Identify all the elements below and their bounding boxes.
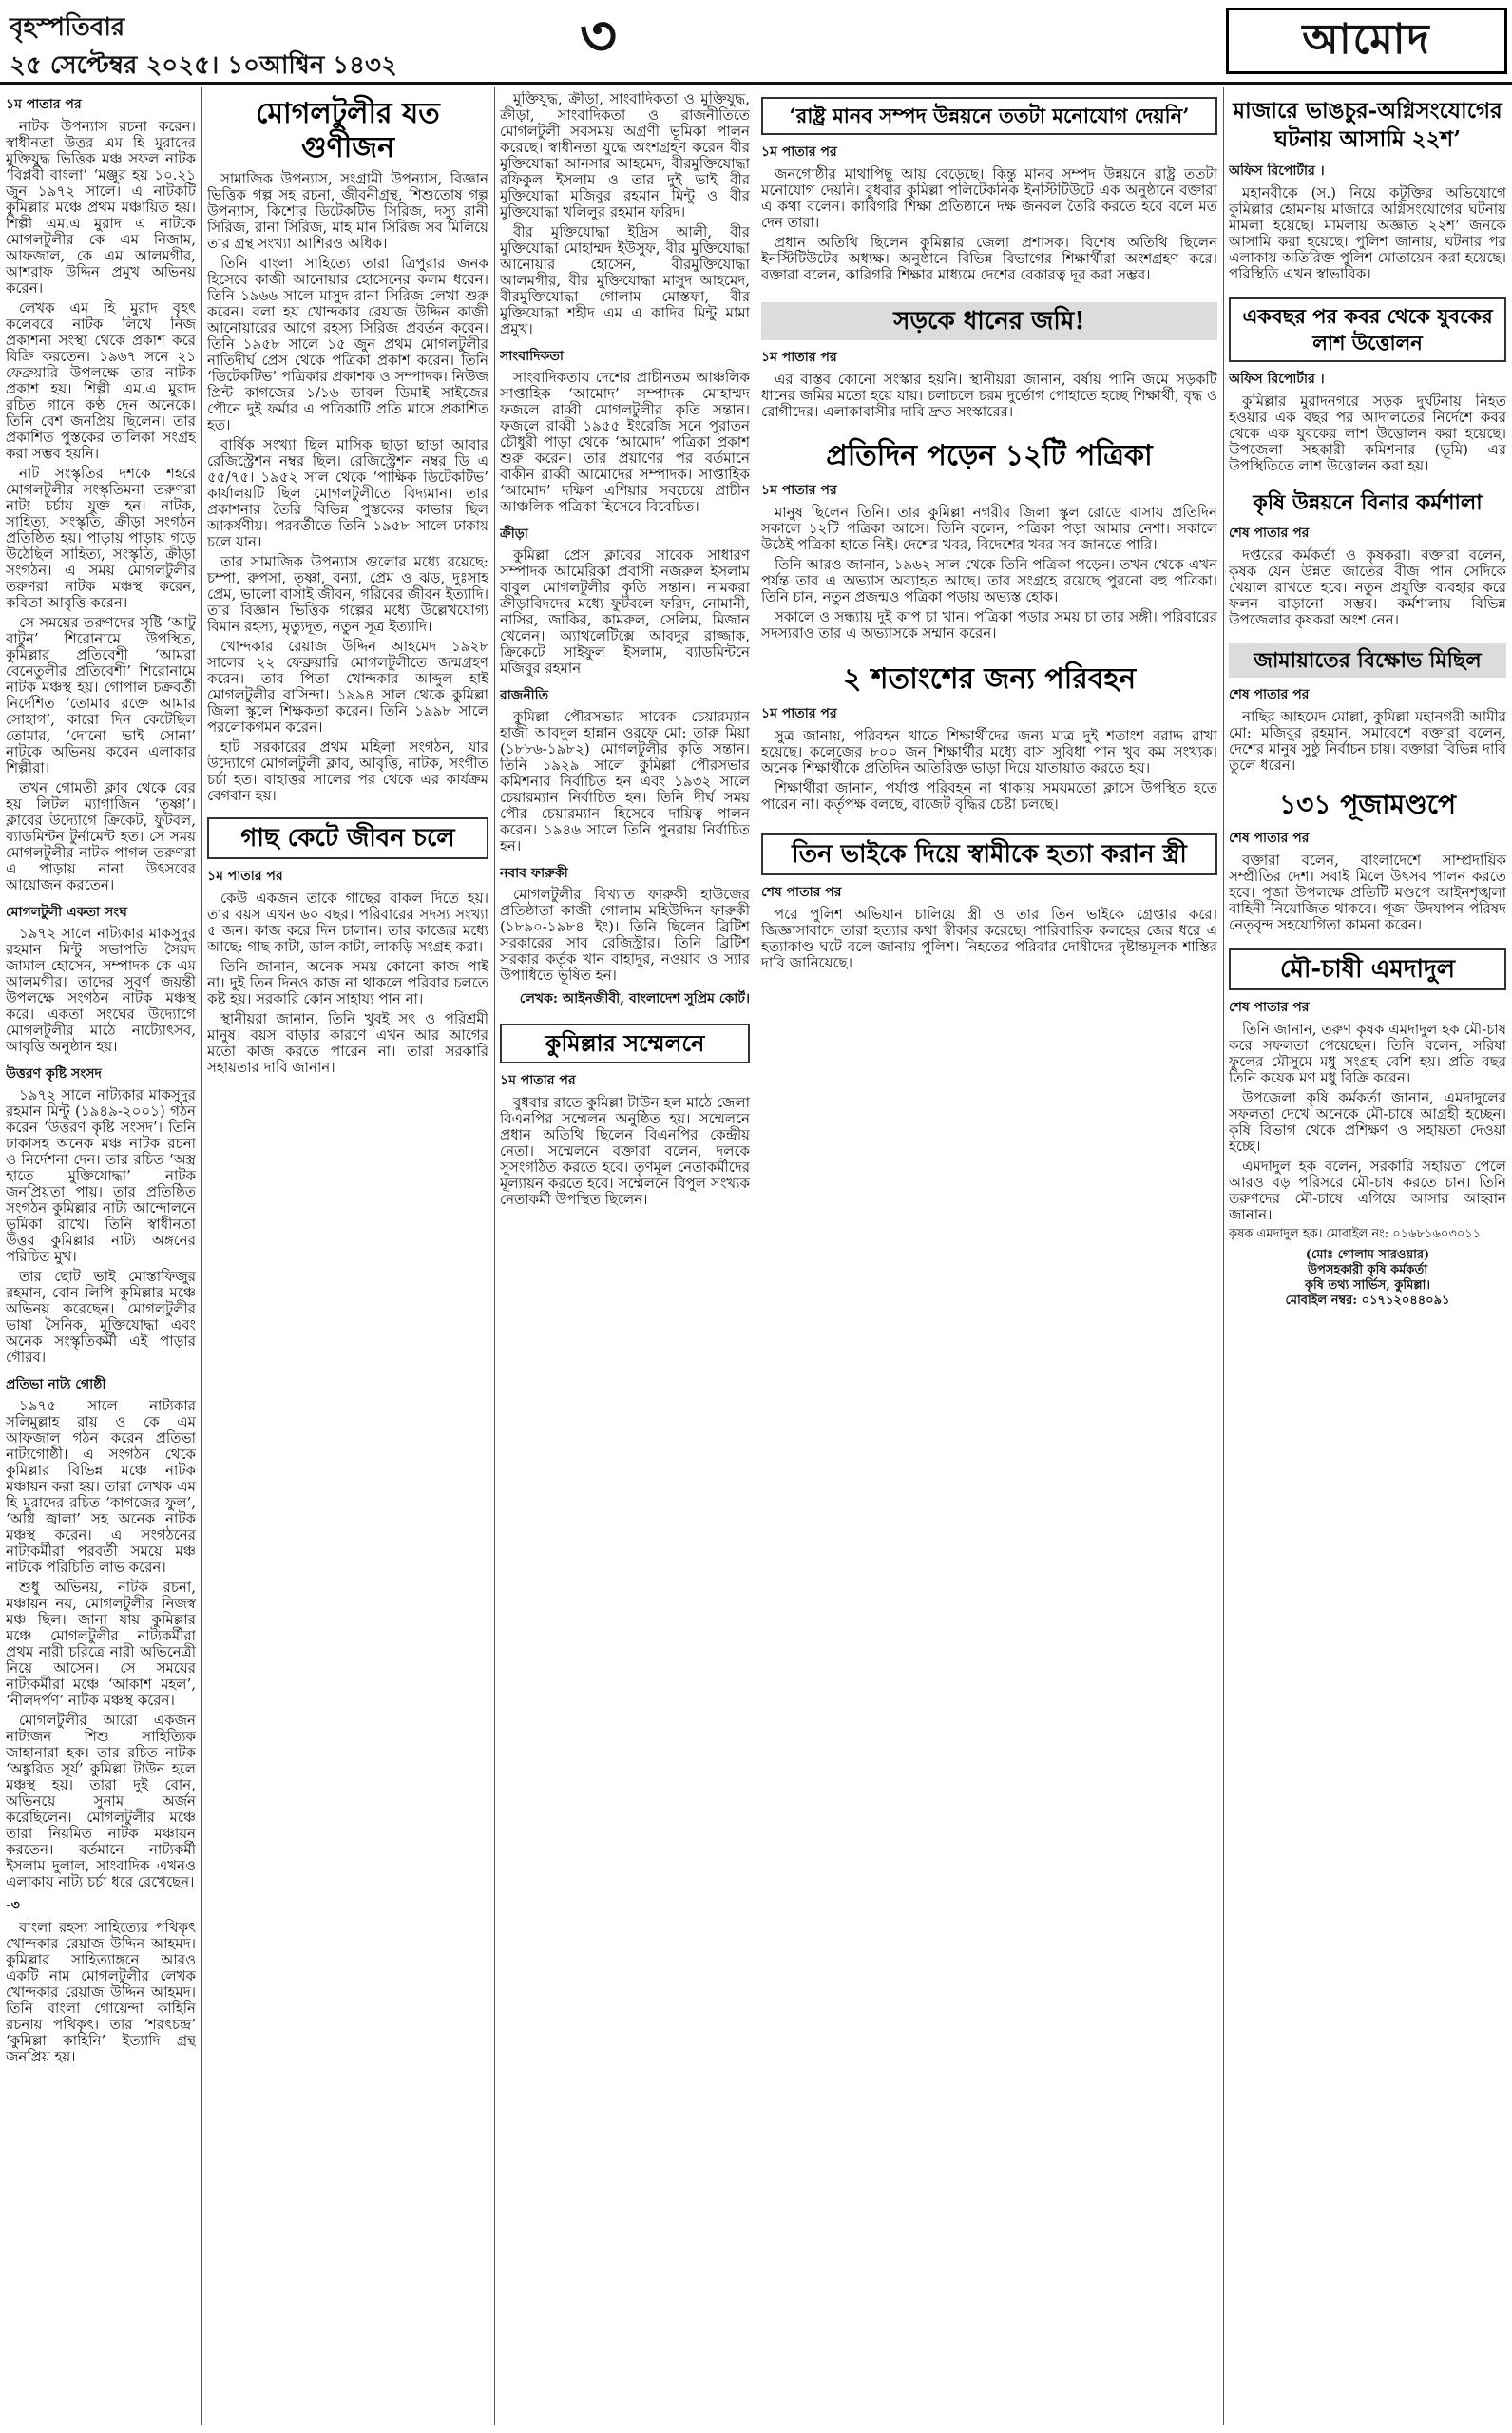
masthead (0, 0, 1512, 87)
section-heading: রাজনীতি (500, 688, 549, 703)
paragraph: সাংবাদিকতায় দেশের প্রাচীনতম আঞ্চলিক সাপ্তাহিক ‘আমোদ’ সম্পাদক মোহাম্মদ ফজলে রাব্বী মোগলটুলীর কৃতি সন্তান। ফজলে রাব্বী ১৯৫৫ ইংরেজি সনে পুরাতন চৌধুরী পাড়া থেকে ‘আমোদ’ পত্রিকা প্রকাশ শুরু করেন। তার প্রয়াণের পর বর্তমানে বাকীন রাব্বী আমোদের সম্পাদক। সাপ্তাহিক ‘আমোদ’ দক্ষিণ এশিয়ার সবচেয়ে প্রাচীন আঞ্চলিক পত্রিকা হিসেবে বিবেচিত। (500, 369, 750, 515)
paragraph: সামাজিক উপন্যাস, সংগ্রামী উপন্যাস, বিজ্ঞান ভিত্তিক গল্প সহ রচনা, জীবনীগ্রন্থ, শিশুতোষ গল্প উপন্যাস, কিশোর ডিটেকটিভ সিরিজ, দস্যু রানী সিরিজ, রানা সিরিজ, মাহ মান সিরিজ সব মিলিয়ে তার গ্রন্থ সংখ্যা আশিরও অধিক। (207, 170, 488, 252)
continuation-label: ১ম পাতার পর (761, 144, 837, 160)
paragraph: শিক্ষার্থীরা জানান, পর্যাপ্ত পরিবহন না থাকায় সময়মতো ক্লাসে উপস্থিত হতে পারেন না। কর্তৃপক্ষ বলছে, বাজেট বৃদ্ধির চেষ্টা চলছে। (761, 779, 1217, 813)
section-body (500, 709, 750, 854)
continuation-label: ১ম পাতার পর (761, 706, 837, 721)
paragraph: তিনি আরও জানান, ১৯৬২ সাল থেকে তিনি পত্রিকা পড়েন। তখন থেকে এখন পর্যন্ত তার এ অভ্যাস অব্যাহত আছে। তার সংগ্রহে রয়েছে পুরনো বহু পত্রিকা। তিনি চান, নতুন প্রজন্মও পত্রিকা পড়ায় অভ্যস্ত হোক। (761, 556, 1217, 605)
article-body (207, 171, 488, 804)
issue-date: ২৫ সেপ্টেম্বর ২০২৫। ১০আশ্বিন ১৪৩২ (10, 51, 397, 80)
paragraph: তিনি জানান, অনেক সময় কোনো কাজ পাই না। দুই তিন দিনও কাজ না থাকলে পরিবার চলতে কষ্ট হয়। সরকারি কোন সাহায্য পান না। (207, 958, 488, 1007)
column-divider (494, 87, 495, 2425)
column-divider (1223, 87, 1224, 2425)
paragraph: মোগলটুলীর বিখ্যাত ফারুকী হাউজের প্রতিষ্ঠাতা কাজী গোলাম মহিউদ্দিন ফারুকী (১৮৯০-১৯৮৪ ইং)। তিনি ছিলেন ব্রিটিশ সরকারের সাব রেজিস্ট্রার। তিনি ব্রিটিশ সরকার কর্তৃক খান বাহাদুর, নওয়াব ও স্যার উপাধিতে ভূষিত হন। (500, 886, 750, 984)
section-heading: উত্তরণ কৃষ্টি সংসদ (6, 1066, 102, 1082)
article-body (6, 119, 196, 893)
section-body (6, 1398, 196, 1576)
paragraph: কেউ একজন তাকে গাছের বাকল দিতে হয়। তার বয়স এখন ৬০ বছর। পরিবারের সদস্য সংখ্যা ৫ জন। কাজ করে দিন চালান। তার কাজের মধ্যে আছে: গাছ কাটা, ডাল কাটা, লাকড়ি সংগ্রহ করা। (207, 890, 488, 955)
article-headline: গাছ কেটে জীবন চলে (207, 817, 488, 859)
paragraph: কুমিল্লা প্রেস ক্লাবের সাবেক সাধারণ সম্পাদক আমেরিকা প্রবাসী নজরুল ইসলাম বাবুল মোগলটুলীর কৃতি সন্তান। নামকরা ক্রীড়াবিদদের মধ্যে ফুটবলে ফরিদ, নোমানী, নাসির, জাকির, কামরুল, সেলিম, মিজান খেলেন। অ্যাথলেটিক্সে আবদুর রাজ্জাক, ক্রিকেটে সাইফুল ইসলাম, ব্যাডমিন্টনে মজিবুর রহমান। (500, 546, 750, 677)
section-body (6, 1087, 196, 1366)
article-headline: মৌ-চাষী এমদাদুল (1229, 948, 1506, 990)
author-credit: লেখক: আইনজীবী, বাংলাদেশ সুপ্রিম কোর্ট। (519, 991, 750, 1006)
article-body (1229, 1022, 1506, 1223)
reporter-credit: অফিস রিপোর্টার । (1229, 163, 1325, 179)
paragraph: জনগোষ্ঠীর মাথাপিছু আয় বেড়েছে। কিন্তু মানব সম্পদ উন্নয়নে রাষ্ট্র ততটা মনোযোগ দেয়নি। বুধবার কুমিল্লা পলিটেকনিক ইনস্টিটিউটে এক অনুষ্ঠানে বক্তারা এ কথা বলেন। কারিগরি শিক্ষা প্রতিষ্ঠানে দক্ষ জনবল তৈরি করতে হবে বলে মত দেন তারা। (761, 165, 1217, 231)
paragraph: দপ্তরের কর্মকর্তা ও কৃষকরা। বক্তারা বলেন, কৃষক যেন উন্নত জাতের বীজ পান সেদিকে খেয়াল রাখতে হবে। নতুন প্রযুক্তি ব্যবহার করে ফলন বাড়ানো সম্ভব। কর্মশালায় বিভিন্ন উপজেলার কৃষকরা অংশ নেন। (1229, 546, 1506, 628)
paragraph: বাংলা রহস্য সাহিত্যের পথিকৃৎ খোন্দকার রেয়াজ উদ্দিন আহমদ। কুমিল্লার সাহিত্যাঙ্গনে আরও একটি নাম মোগলটুলীর লেখক খোন্দকার রেয়াজ উদ্দিন আহমদ। তিনি বাংলা গোয়েন্দা কাহিনি রচনায় পথিকৃৎ। তার ‘শরৎচন্দ্র’ ‘কুমিল্লা কাহিনি’ ইত্যাদি গ্রন্থ জনপ্রিয় হয়। (6, 1919, 196, 2065)
newspaper-logo: আমোদ (1226, 8, 1507, 74)
continuation-label: শেষ পাতার পর (1229, 831, 1310, 846)
paragraph: খোন্দকার রেয়াজ উদ্দিন আহমেদ ১৯২৮ সালের ২২ ফেব্রুয়ারি মোগলটুলীতে জন্মগ্রহণ করেন। তার পিতা খোন্দকার আব্দুল হাই মোগলটুলীর বাসিন্দা। ১৯৯৪ সাল থেকে কুমিল্লা জিলা স্কুলে শিক্ষকতা করেন। তিনি ১৯৯৮ সালে পরলোকগমন করেন। (207, 638, 488, 736)
column-1 (6, 91, 196, 2427)
section-body (500, 887, 750, 984)
paragraph: বুধবার রাতে কুমিল্লা টাউন হল মাঠে জেলা বিএনপির সম্মেলন অনুষ্ঠিত হয়। সম্মেলনে প্রধান অতিথি ছিলেন বিএনপির কেন্দ্রীয় নেতা। সম্মেলনে বক্তারা বলেন, দলকে সুসংগঠিত করতে হবে। তৃণমূল নেতাকর্মীদের মূল্যায়ন করতে হবে। সম্মেলনে বিপুল সংখ্যক নেতাকর্মী উপস্থিত ছিলেন। (500, 1094, 750, 1208)
column-5 (1229, 91, 1506, 2427)
paragraph: নাটক উপন্যাস রচনা করেন। স্বাধীনতা উত্তর এম হি মুরাদের মুক্তিযুদ্ধ ভিত্তিক মঞ্চ সফল নাটক ‘বিপ্লবী বাংলা’ ‘মঞ্জুর হয় ১০.২১ জুন ১৯৭২ সালে। এ নাটকটি কুমিল্লার মঞ্চে প্রথম মঞ্চায়িত হয়। শিল্পী এম.এ মুরাদ এ নাটকে মোগলটুলীর কে এম নিজাম, আফজাল, কে এম আলমগীর, আশরাফ উদ্দিন প্রমুখ অভিনয় করেন। (6, 118, 196, 297)
paragraph: শুধু অভিনয়, নাটক রচনা, মঞ্চায়ন নয়, মোগলটুলীর নিজস্ব মঞ্চ ছিল। জানা যায় কুমিল্লার মঞ্চে মোগলটুলীর নাট্যকর্মীরা প্রথম নারী চরিত্রে নারী অভিনেত্রী নিয়ে আসেন। সে সময়ের নাট্যকর্মীরা মঞ্চে ‘আকাশ মহল’, ‘নীলদর্পণ’ নাটক মঞ্চস্থ করেন। (6, 1579, 196, 1709)
article-body (761, 728, 1217, 813)
paragraph: ১৯৭৫ সালে নাট্যকার সলিমুল্লাহ রায় ও কে এম আফজাল গঠন করেন প্রতিভা নাট্যগোষ্ঠী। এ সংগঠন থেকে কুমিল্লার বিভিন্ন মঞ্চে নাটক মঞ্চায়ন করা হয়। তারা লেখক এম হি মুরাদের রচিত ‘কাগজের ফুল’, ‘অগ্নি জ্বালা’ সহ অনেক নাটক মঞ্চস্থ করেন। এ সংগঠনের নাট্যকর্মীরা পরবর্তী সময়ে মঞ্চ নাটকে পরিচিতি লাভ করেন। (6, 1397, 196, 1576)
paragraph: বার্ষিক সংখ্যা ছিল মাসিক ছাড়া ছাড়া আবার রেজিস্ট্রেশন নম্বর ছিল। রেজিস্ট্রেশন নম্বর ডি এ ৫৫/৭৫। ১৯৫২ সাল থেকে ‘পাক্ষিক ডিটেকটিভ’ কার্যালয়টি ছিল মোগলটুলীতে বিদ্যমান। তার প্রকাশনার তৈরি বিভিন্ন পুস্তকের কাভার ছিল আকর্ষণীয়। পরবর্তীতে তিনি ১৯৫৮ সালে ঢাকায় চলে যান। (207, 436, 488, 550)
paragraph: নাট সংস্কৃতির দশকে শহরে মোগলটুলীর সংস্কৃতিমনা তরুণরা নাট্য চর্চায় যুক্ত হন। নাটক, সাহিত্য, সংস্কৃতি, ক্রীড়া সংগঠন প্রতিষ্ঠিত হয়। পাড়ায় পাড়ায় গড়ে উঠেছিল সাহিত্য, সংস্কৃতি, ক্রীড়া সংগঠন। এ সময় মোগলটুলীর তরুণরা নাটক মঞ্চস্থ করেন, কবিতা আবৃত্তি করেন। (6, 465, 196, 611)
paragraph: উপজেলা কৃষি কর্মকর্তা জানান, এমদাদুলের সফলতা দেখে অনেকে মৌ-চাষে আগ্রহী হচ্ছেন। কৃষি বিভাগ থেকে প্রশিক্ষণ ও সহায়তা দেওয়া হচ্ছে। (1229, 1089, 1506, 1155)
article-headline: একবছর পর কবর থেকে যুবকের লাশ উত্তোলন (1229, 297, 1506, 362)
article-headline: সড়কে ধানের জমি! (761, 302, 1217, 340)
paragraph: মুক্তিযুদ্ধ, ক্রীড়া, সাংবাদিকতা ও মুক্তিযুদ্ধ, ক্রীড়া, সাংবাদিকতা ও রাজনীতিতে মোগলটুলী সবসময় অগ্রণী ভূমিকা পালন করেছে। স্বাধীনতা যুদ্ধে অংশগ্রহণ করেন বীর মুক্তিযোদ্ধা আনসার আহমেদ, বীরমুক্তিযোদ্ধা রফিকুল ইসলাম ও তার দুই ভাই বীর মুক্তিযোদ্ধা মজিবুর রহমান মিন্টু ও বীর মুক্তিযোদ্ধা খলিলুর রহমান ফরিদ। (500, 91, 750, 220)
article-body (500, 1095, 750, 1208)
end-mark: -৩ (6, 1898, 20, 1913)
article-headline: ২ শতাংশের জন্য পরিবহন (842, 662, 1137, 696)
article-headline: মাজারে ভাঙচুর-অগ্নিসংযোগের ঘটনায় আসামি ২২শ’ (1233, 98, 1502, 152)
section-heading: প্রতিভা নাট্য গোষ্ঠী (6, 1377, 106, 1392)
paragraph: ১৯৭২ সালে নাট্যকার মাকসুদুর রহমান মিন্টু সভাপতি সৈয়দ জামাল হোসেন, সম্পাদক কে এম আলমগীর। তাদের সুবর্ণ জয়ন্তী উপলক্ষে সংগঠন নাটক মঞ্চস্থ করে। একতা সংঘের উদ্যোগে মোগলটুলীর মাঠে নাট্যোৎসব, আবৃত্তি অনুষ্ঠান হয়। (6, 925, 196, 1055)
paragraph: নাছির আহমেদ মোল্লা, কুমিল্লা মহানগরী আমীর মো: মজিবুর রহমান, সমাবেশে বক্তারা বলেন, দেশের মানুষ সুষ্ঠু নির্বাচন চায়। বক্তারা বিভিন্ন দাবি তুলে ধরেন। (1229, 708, 1506, 774)
continuation-label: শেষ পাতার পর (761, 885, 842, 900)
article-body (6, 1920, 196, 2065)
paragraph: সকালে ও সন্ধ্যায় দুই কাপ চা খান। পত্রিকা পড়ার সময় চা তার সঙ্গী। পরিবারের সদস্যরাও তার এ অভ্যাসকে সম্মান করেন। (761, 608, 1217, 642)
signature-block (1229, 1248, 1506, 1309)
article-body (761, 166, 1217, 283)
paragraph: কুমিল্লার মুরাদনগরে সড়ক দুর্ঘটনায় নিহত হওয়ার এক বছর পর আদালতের নির্দেশে কবর থেকে এক যুবকের লাশ উত্তোলন করা হয়েছে। উপজেলা সহকারী কমিশনার (ভূমি) এর উপস্থিতিতে লাশ উত্তোলন করা হয়। (1229, 393, 1506, 474)
paragraph: বক্তারা বলেন, বাংলাদেশে সাম্প্রদায়িক সম্প্রীতির দেশ। সবাই মিলে উৎসব পালন করতে হবে। পূজা উপলক্ষে প্রতিটি মণ্ডপে আইনশৃঙ্খলা বাহিনী নিয়োজিত থাকবে। পূজা উদযাপন পরিষদ নেতৃবৃন্দ সহযোগিতা কামনা করেন। (1229, 852, 1506, 933)
paragraph: স্থানীয়রা জানান, তিনি খুবই সৎ ও পরিশ্রমী মানুষ। বয়স বাড়ার কারণে এখন আর আগের মতো কাজ করতে পারেন না। তারা সরকারি সহায়তার দাবি জানান। (207, 1010, 488, 1076)
section-body (6, 926, 196, 1055)
article-headline: প্রতিদিন পড়েন ১২টি পত্রিকা (826, 439, 1153, 472)
continuation-label: ১ম পাতার পর (761, 483, 837, 498)
farmer-contact: কৃষক এমদাদুল হক। মোবাইল নং: ০১৬৮১৬০৩০১১ (1229, 1227, 1482, 1241)
masthead-rule (0, 82, 1512, 85)
continuation-label: ১ম পাতার পর (6, 97, 82, 112)
article-headline: তিন ভাইকে দিয়ে স্বামীকে হত্যা করান স্ত্রী (761, 833, 1217, 875)
paragraph: পরে পুলিশ অভিযান চালিয়ে স্ত্রী ও তার তিন ভাইকে গ্রেপ্তার করে। জিজ্ঞাসাবাদে তারা হত্যার কথা স্বীকার করেছে। পারিবারিক কলহের জের ধরে এ হত্যাকাণ্ড ঘটে বলে জানায় পুলিশ। নিহতের পরিবার দোষীদের দৃষ্টান্তমূলক শাস্তির দাবি জানিয়েছে। (761, 906, 1217, 971)
article-body (207, 891, 488, 1076)
paragraph: কুমিল্লা পৌরসভার সাবেক চেয়ারম্যান হাজী আবদুল হান্নান ওরফে মো: তারু মিয়া (১৮৮৬-১৯৮২) মোগলটুলীর কৃতি সন্তান। তিনি ১৯২৯ সালে কুমিল্লা পৌরসভার কমিশনার নির্বাচিত হন এবং ১৯৩২ সালে চেয়ারম্যান নির্বাচিত হন। তিনি দীর্ঘ সময় পৌর চেয়ারম্যান হিসেবে দায়িত্ব পালন করেন। ১৯৪৬ সালে তিনি পুনরায় নির্বাচিত হন। (500, 708, 750, 854)
signature-line: কৃষি তথ্য সার্ভিস, কুমিল্লা। (1304, 1278, 1431, 1293)
section-heading: মোগলটুলী একতা সংঘ (6, 905, 127, 920)
continuation-label: ১ম পাতার পর (207, 869, 283, 884)
reporter-credit: অফিস রিপোর্টার । (1229, 372, 1325, 387)
section-heading: ক্রীড়া (500, 527, 528, 542)
article-headline: কৃষি উন্নয়নে বিনার কর্মশালা (1253, 490, 1483, 515)
paragraph: তিনি বাংলা সাহিত্যে তারা ত্রিপুরার জনক হিসেবে কাজী আনোয়ার হোসেনের কলম ধরেন। তিনি ১৯৬৬ সালে মাসুদ রানা সিরিজ লেখা শুরু করেন। বলা হয় খোন্দকার রেয়াজ উদ্দিন কাজী আনোয়ারের আগে রহস্য সিরিজ প্রবর্তন করেন। তিনি ১৯৫৮ সালে ১৫ জুন প্রথম মোগলটুলীর নাতিদীর্ঘ প্রেস থেকে পত্রিকা প্রকাশ করেন। তিনি ‘ডিটেকটিভ’ পত্রিকার প্রকাশক ও সম্পাদক। নিউজ প্রিন্ট কাগজের ১/১৬ ডাবল ডিমাই সাইজের পৌনে দুই ফর্মার এ পত্রিকাটি প্রতি মাসে প্রকাশিত হত। (207, 255, 488, 433)
column-3 (500, 91, 750, 2427)
article-headline: কুমিল্লার সম্মেলনে (500, 1024, 750, 1063)
article-body (1229, 709, 1506, 774)
paragraph: মানুষ ছিলেন তিনি। তার কুমিল্লা নগরীর জিলা স্কুল রোডে বাসায় প্রতিদিন সকালে ১২টি পত্রিকা আসে। তিনি বলেন, পত্রিকা পড়া আমার নেশা। সকালে উঠেই পত্রিকা হাতে নিই। দেশের খবর, বিদেশের খবর সব জানতে পারি। (761, 504, 1217, 553)
paragraph: তিনি জানান, তরুণ কৃষক এমদাদুল হক মৌ-চাষ করে সফলতা পেয়েছেন। তিনি বলেন, সরিষা ফুলের মৌসুমে মধু সংগ্রহ বেশি হয়। প্রতি বছর তিনি কয়েক মণ মধু বিক্রি করেন। (1229, 1021, 1506, 1086)
paragraph: এর বাস্তব কোনো সংস্কার হয়নি। স্থানীয়রা জানান, বর্ষায় পানি জমে সড়কটি ধানের জমির মতো হয়ে যায়। চলাচলে চরম দুর্ভোগ পোহাতে হচ্ছে শিক্ষার্থী, বৃদ্ধ ও রোগীদের। এলাকাবাসীর দাবি দ্রুত সংস্কারের। (761, 371, 1217, 420)
article-headline: জামায়াতের বিক্ষোভ মিছিল (1229, 643, 1506, 678)
paragraph: সুত্র জানায়, পরিবহন খাতে শিক্ষার্থীদের জন্য মাত্র দুই শতাংশ বরাদ্দ রাখা হয়েছে। কলেজের ৮০০ জন শিক্ষার্থীর মধ্যে বাস সুবিধা পান খুব কম সংখ্যক। অনেক শিক্ষার্থীকে প্রতিদিন অতিরিক্ত ভাড়া দিয়ে যাতায়াত করতে হয়। (761, 727, 1217, 776)
paragraph: লেখক এম হি মুরাদ বৃহৎ কলেবরে নাটক লিখে নিজ প্রকাশনা সংস্থা থেকে প্রকাশ করে বিক্রি করতেন। ১৯৬৭ সনে ২১ ফেব্রুয়ারি উপলক্ষে তার নাটক প্রকাশ হয়। শিল্পী এম.এ মুরাদ রচিত গানে কণ্ঠ দেন অনেকে। তিনি বেশ জনপ্রিয় ছিলেন। তার প্রকাশিত পুস্তকের তালিকা সংগ্রহ করা সম্ভব হয়নি। (6, 299, 196, 462)
paragraph: প্রধান অতিথি ছিলেন কুমিল্লার জেলা প্রশাসক। বিশেষ অতিথি ছিলেন ইনস্টিটিউটের অধ্যক্ষ। অনুষ্ঠানে বিভিন্ন বিভাগের শিক্ষার্থীরা অংশগ্রহণ করে। বক্তারা বলেন, কারিগরি শিক্ষার মাধ্যমে দেশের বেকারত্ব দূর করা সম্ভব। (761, 234, 1217, 283)
article-body (761, 505, 1217, 642)
column-4 (761, 91, 1217, 2427)
article-body (6, 1580, 196, 1890)
paragraph: তখন গোমতী ক্লাব থেকে বের হয় লিটল ম্যাগাজিন ‘তৃষ্ণা’। ক্লাবের উদ্যোগে ক্রিকেট, ফুটবল, ব্যাডমিন্টন টুর্নামেন্ট হত। সে সময় মোগলটুলীর নাটক পাগল তরুণরা এ পাড়ায় নানা উৎসবের আয়োজন করতেন। (6, 779, 196, 893)
continuation-label: শেষ পাতার পর (1229, 687, 1310, 702)
continuation-label: ১ম পাতার পর (761, 350, 837, 365)
article-headline: ‘রাষ্ট্র মানব সম্পদ উন্নয়নে ততটা মনোযোগ দেয়নি’ (761, 97, 1217, 135)
section-body (500, 370, 750, 515)
signature-line: মোবাইল নম্বর: ০১৭১২০৪৪০৯১ (1285, 1293, 1450, 1308)
section-body (500, 547, 750, 677)
article-body (1229, 185, 1506, 282)
paragraph: হাট সরকারের প্রথম মহিলা সংগঠন, যার উদ্যোগে মোগলটুলী ক্লাব, আবৃত্তি, নাটক, সংগীত চর্চা হত। বাহাত্তর সালের পর থেকে এর কার্যক্রম বেগবান হয়। (207, 738, 488, 804)
article-body (1229, 393, 1506, 474)
section-heading: নবাব ফারুকী (500, 866, 568, 881)
paragraph: বীর মুক্তিযোদ্ধা ইদ্রিস আলী, বীর মুক্তিযোদ্ধা মোহাম্মদ ইউসুফ, বীর মুক্তিযোদ্ধা আনোয়ার হোসেন, বীরমুক্তিযোদ্ধা আলমগীর, বীর মুক্তিযোদ্ধা মাসুদ আহমেদ, বীরমুক্তিযোদ্ধা গোলাম মোস্তফা, বীর মুক্তিযোদ্ধা শহীদ এম এ কাদির মিন্টু মামা প্রমুখ। (500, 223, 750, 337)
paragraph: তার ছোট ভাই মোস্তাফিজুর রহমান, বোন লিপি কুমিল্লার মঞ্চে অভিনয় করেছেন। মোগলটুলীর ভাষা সৈনিক, মুক্তিযোদ্ধা এবং অনেক সংস্কৃতিকর্মী এই পাড়ার গৌরব। (6, 1268, 196, 1366)
paragraph: সে সময়ের তরুণদের সৃষ্টি ‘আটু বাটুন’ শিরোনামে উপস্থিত, কুমিল্লার প্রতিবেশী ‘আমরা বেনেতুলীর প্রতিবেশী’ শিরোনামে নাটক মঞ্চস্থ হয়। গোপাল চক্রবর্তী নির্দেশিত ‘তোমার রক্তে আমার সোহাগ’, কারো দিন কেটেছিল তোমার, ‘দোনো ভাই সোনা’ নাটকে অভিনয় করেন এলাকার শিল্পীরা। (6, 614, 196, 776)
continuation-label: ১ম পাতার পর (500, 1073, 576, 1088)
section-heading: সাংবাদিকতা (500, 349, 564, 364)
article-body (761, 907, 1217, 971)
signature-line: (মোঃ গোলাম সারওয়ার) (1305, 1248, 1430, 1262)
article-headline: মোগলটুলীর যত গুণীজন (256, 97, 440, 164)
paragraph: এমদাদুল হক বলেন, সরকারি সহায়তা পেলে আরও বড় পরিসরে মৌ-চাষ করতে চান। তিনি তরুণদের মৌ-চাষে এগিয়ে আসার আহ্বান জানান। (1229, 1158, 1506, 1223)
article-body (500, 91, 750, 337)
column-2 (207, 91, 488, 2427)
continuation-label: শেষ পাতার পর (1229, 526, 1310, 541)
column-divider (201, 87, 202, 2425)
article-body (1229, 547, 1506, 628)
issue-day: বৃহস্পতিবার (10, 13, 125, 42)
article-headline: ১৩১ পূজামণ্ডপে (1278, 789, 1456, 820)
page-number: ৩ (580, 3, 618, 69)
paragraph: মহানবীকে (স.) নিয়ে কটূক্তির অভিযোগে কুমিল্লার হোমনায় মাজারে অগ্নিসংযোগের ঘটনায় মামলা হয়েছে। মামলায় অজ্ঞাত ২২শ’ জনকে আসামি করা হয়েছে। পুলিশ জানায়, ঘটনার পর এলাকায় অতিরিক্ত পুলিশ মোতায়েন করা হয়েছে। পরিস্থিতি এখন স্বাভাবিক। (1229, 184, 1506, 282)
signature-line: উপসহকারী কৃষি কর্মকর্তা (1307, 1263, 1428, 1277)
continuation-label: শেষ পাতার পর (1229, 1000, 1310, 1015)
article-body (1229, 853, 1506, 933)
paragraph: তার সামাজিক উপন্যাস গুলোর মধ্যে রয়েছে: চম্পা, রুপসা, তৃষ্ণা, বন্যা, প্রেম ও ঝড়, দুঃসাহ প্রেম, ভালো বাসাই জীবন, গরিবের জীবন ইত্যাদি। তার বিজ্ঞান ভিত্তিক গল্পের মধ্যে উল্লেখযোগ্য বিমান রহস্য, মৃত্যুদূত, নতুন সূত্র ইত্যাদি। (207, 553, 488, 635)
paragraph: ১৯৭২ সালে নাট্যকার মাকসুদুর রহমান মিন্টু (১৯৪৯-২০০১) গঠন করেন ‘উত্তরণ কৃষ্টি সংসদ’। তিনি ঢাকাসহ অনেক মঞ্চ নাটক রচনা ও নির্দেশনা দেন। তার রচিত ‘অস্ত্র হাতে মুক্তিযোদ্ধা’ নাটক জনপ্রিয়তা পায়। তার প্রতিষ্ঠিত সংগঠন কুমিল্লার নাট্য আন্দোলনে ভূমিকা রাখে। তিনি স্বাধীনতা উত্তর কুমিল্লার নাট্য অঙ্গনের পরিচিত মুখ। (6, 1086, 196, 1265)
article-body (761, 372, 1217, 420)
paragraph: মোগলটুলীর আরো একজন নাট্যজন শিশু সাহিত্যিক জাহানারা হক। তার রচিত নাটক ‘অঙ্কুরিত সূর্য’ কুমিল্লা টাউন হলে মঞ্চস্থ হয়। তারা দুই বোন, অভিনয়ে সুনাম অর্জন করেছিলেন। মোগলটুলীর মঞ্চে তারা নিয়মিত নাটক মঞ্চায়ন করতেন। বর্তমানে নাট্যকর্মী ইসলাম দুলাল, সাংবাদিক এখনও এলাকায় নাট্য চর্চা ধরে রেখেছেন। (6, 1712, 196, 1890)
